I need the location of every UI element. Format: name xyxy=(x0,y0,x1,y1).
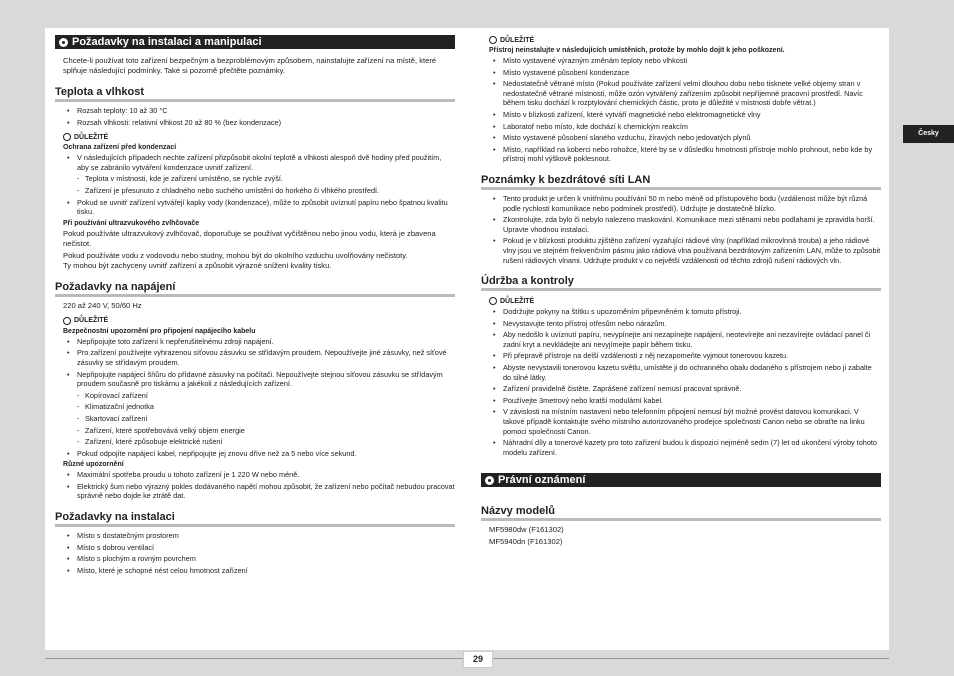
maintenance-list xyxy=(481,307,881,457)
condensation-heading: Ochrana zařízení před kondenzací xyxy=(63,144,177,152)
list-item: • Maximální spotřeba proudu u tohoto zařízení je 1 220 W nebo méně. xyxy=(55,470,455,480)
section-heading-legal: Právní oznámení xyxy=(481,473,881,487)
list-subitem: - Zařízení je přesunuto z chladného nebo suchého umístění do horkého či vlhkého prostředí. xyxy=(55,186,455,196)
safety-heading: Bezpečnostní upozornění pro připojení napájecího kabelu xyxy=(63,327,256,335)
location-list xyxy=(481,56,881,164)
list-item: • Pro zařízení používejte vyhrazenou síťovou zásuvku se střídavým proudem. Nepoužívejte jiné zásuvky, než síťové zásuvky se střídavým proudem. xyxy=(55,348,455,367)
location-heading: Přístroj neinstalujte v následujících umístěních, protože by mohlo dojít k jeho poškození. xyxy=(489,47,785,54)
lan-list xyxy=(481,194,881,265)
heading-model-names: Názvy modelů xyxy=(481,505,881,521)
humidifier-text: Ty mohou být zachyceny uvnitř zařízení a způsobit výrazné snížení kvality tisku. xyxy=(63,260,332,270)
left-column xyxy=(55,28,455,577)
list-item: • Při přepravě přístroje na delší vzdálenosti z něj nezapomeňte vyjmout tonerovou kazetu. xyxy=(481,351,881,361)
list-item: • Elektrický šum nebo výrazný pokles dodávaného napětí mohou způsobit, že zařízení nebo počítač nebudou pracovat správně nebo dojde ke ztrátě dat. xyxy=(55,482,455,501)
model-name: MF5940dn (F161302) xyxy=(489,537,563,547)
page-number: 29 xyxy=(463,651,493,668)
list-item: • Náhradní díly a tonerové kazety pro toto zařízení budou k dispozici nejméně sedm (7) let od ukončení výroby tohoto modelu zařízení. xyxy=(481,438,881,457)
heading-power: Požadavky na napájení xyxy=(55,281,455,297)
right-column xyxy=(481,28,881,549)
info-icon xyxy=(485,476,494,485)
heading-temperature: Teplota a vlhkost xyxy=(55,86,455,102)
condensation-list xyxy=(55,153,455,217)
list-item: • Místo v blízkosti zařízení, které vytváří magnetické nebo elektromagnetické vlny xyxy=(481,110,881,120)
list-item: • Rozsah teploty: 10 až 30 °C xyxy=(55,106,455,116)
misc-heading: Různé upozornění xyxy=(63,461,124,469)
list-item: • Nevystavujte tento přístroj otřesům nebo nárazům. xyxy=(481,319,881,329)
list-subitem: - Teplota v místnosti, kde je zařízení umístěno, se rychle zvýší. xyxy=(55,174,455,184)
important-note: DŮLEŽITÉ xyxy=(63,317,455,325)
list-item: • Dodržujte pokyny na štítku s upozorněním připevněném k tomuto přístroji. xyxy=(481,307,881,317)
temperature-list xyxy=(55,106,455,127)
list-item: • Místo s dostatečným prostorem xyxy=(55,531,455,541)
power-text: 220 až 240 V, 50/60 Hz xyxy=(63,300,142,310)
installation-list xyxy=(55,531,455,575)
important-note: DŮLEŽITÉ xyxy=(63,133,455,141)
important-note: DŮLEŽITÉ xyxy=(489,36,881,44)
list-item: • Místo vystavené působení kondenzace xyxy=(481,68,881,78)
list-subitem: - Klimatizační jednotka xyxy=(55,402,455,412)
list-item: • Aby nedošlo k uvíznutí papíru, nevypínejte ani nezapínejte napájení, neotevírejte ani nezavírejte ovládací panel či zadní kryt a nevkládejte ani nevyjímejte papír během tisku. xyxy=(481,330,881,349)
important-icon xyxy=(63,133,71,141)
list-item: • Zkontrolujte, zda bylo či nebylo nalezeno maskování. Komunikace mezi stěnami nebo podlahami je zpravidla horší. Upravte vhodnou instalaci. xyxy=(481,215,881,234)
list-subitem: - Skartovací zařízení xyxy=(55,414,455,424)
important-icon xyxy=(489,297,497,305)
list-item: • Místo s plochým a rovným povrchem xyxy=(55,554,455,564)
list-item: • Místo, například na koberci nebo rohožce, které by se v důsledku hmotnosti přístroje mohlo prohnout, nebo kde by přístroj mohl výškově poklesnout. xyxy=(481,145,881,164)
humidifier-text: Pokud používáte ultrazvukový zvlhčovač, doporučuje se používat vyčištěnou nebo jinou vodu, která je zbavena nečistot. xyxy=(63,228,436,248)
list-item: • Pokud odpojíte napájecí kabel, nepřipojujte jej znovu dříve než za 5 nebo více sekund. xyxy=(55,449,455,459)
list-item: • Zařízení pravidelně čistěte. Zaprášené zařízení nemusí pracovat správně. xyxy=(481,384,881,394)
list-item: • Abyste nevystavili tonerovou kazetu světlu, umístěte ji do ochranného obalu dodaného s přístrojem nebo ji zabalte do silné látky. xyxy=(481,363,881,382)
model-name: MF5980dw (F161302) xyxy=(489,525,564,535)
heading-maintenance: Údržba a kontroly xyxy=(481,275,881,291)
list-item: • Nepřipojujte toto zařízení k nepřerušitelnému zdroji napájení. xyxy=(55,337,455,347)
list-item: • Místo s dobrou ventilací xyxy=(55,543,455,553)
list-item: • Pokud se uvnitř zařízení vytvářejí kapky vody (kondenzace), může to způsobit uvíznutí papíru nebo špatnou kvalitu tisku. xyxy=(55,198,455,217)
list-subitem: - Zařízení, které spotřebovává velký objem energie xyxy=(55,426,455,436)
safety-list xyxy=(55,337,455,459)
important-note: DŮLEŽITÉ xyxy=(489,297,881,305)
language-tab: Česky xyxy=(903,125,954,143)
list-item: • Laboratoř nebo místo, kde dochází k chemickým reakcím xyxy=(481,122,881,132)
list-item: • Nedostatečně větrané místo (Pokud používáte zařízení velmi dlouhou dobu nebo tisknete velké objemy stran v nedostatečně větrané místnosti, může ozón vytvářený zařízením způsobit nepříjemné pracovní prostředí. Navíc během tisku dochází k rozptylování chemických částic, proto je důležité v místnosti dobře větrat.) xyxy=(481,79,881,108)
humidifier-heading: Při používání ultrazvukového zvlhčovače xyxy=(63,219,200,227)
list-item: • Rozsah vlhkosti: relativní vlhkost 20 až 80 % (bez kondenzace) xyxy=(55,118,455,128)
list-subitem: - Zařízení, které způsobuje elektrické rušení xyxy=(55,437,455,447)
important-icon xyxy=(63,317,71,325)
list-item: • Místo vystavené výrazným změnám teploty nebo vlhkosti xyxy=(481,56,881,66)
heading-wireless-lan: Poznámky k bezdrátové síti LAN xyxy=(481,174,881,190)
list-item: • V následujících případech nechte zařízení přizpůsobit okolní teplotě a vlhkosti alespoň dvě hodiny před použitím, aby se zabránilo vytváření kondenzace uvnitř zařízení. xyxy=(55,153,455,172)
list-item: • Používejte 3metrový nebo kratší modulární kabel. xyxy=(481,396,881,406)
misc-list xyxy=(55,470,455,501)
list-item: • Tento produkt je určen k vnitřnímu používání 50 m nebo méně od přístupového bodu (vzdálenost může být různá podle rychlosti komunikace nebo podmínek prostředí). Udržujte je dostatečně blízko. xyxy=(481,194,881,213)
list-item: • V závislosti na místním nastavení nebo telefonním připojení nemusí být možné provést datovou komunikaci. V takové případě kontaktujte svého místního autorizovaného prodejce společnosti Canon nebo se obraťte na linku pomoci společnosti Canon. xyxy=(481,407,881,436)
list-item: • Pokud je v blízkosti produktu zjištěno zařízení vyzařující rádiové vlny (například mikrovlnná trouba) a jeho rádiové vlny jsou ve stejném frekvenčním pásmu jako rádiová vlna používaná bezdrátovým zařízením LAN, může to způsobit rušení rádiových vlnami. Udržujte produkt v co největší vzdálenosti od těchto zdrojů rušení rádiových vln. xyxy=(481,236,881,265)
intro-text: Chcete-li používat toto zařízení bezpečným a bezproblémovým způsobem, nainstalujte zařízení na místě, které splňuje následující podmínky. Také si pozorně přečtěte poznámky. xyxy=(63,56,437,75)
list-item: • Místo vystavené působení slaného vzduchu, žíravých nebo jedovatých plynů xyxy=(481,133,881,143)
info-icon xyxy=(59,38,68,47)
document-page xyxy=(45,28,889,650)
important-icon xyxy=(489,36,497,44)
section-heading-installation: Požadavky na instalaci a manipulaci xyxy=(55,35,455,49)
humidifier-text: Pokud používáte vodu z vodovodu nebo studny, mohou být do okolního vzduchu uvolňovány nečistoty. xyxy=(63,250,408,260)
list-item: • Místo, které je schopné nést celou hmotnost zařízení xyxy=(55,566,455,576)
list-subitem: - Kopírovací zařízení xyxy=(55,391,455,401)
heading-installation: Požadavky na instalaci xyxy=(55,511,455,527)
list-item: • Nepřipojujte napájecí šňůru do přídavné zásuvky na počítači. Nepoužívejte stejnou síťovou zásuvku se střídavým proudem současně pro tiskárnu a jakékoli z následujících zařízení. xyxy=(55,370,455,389)
